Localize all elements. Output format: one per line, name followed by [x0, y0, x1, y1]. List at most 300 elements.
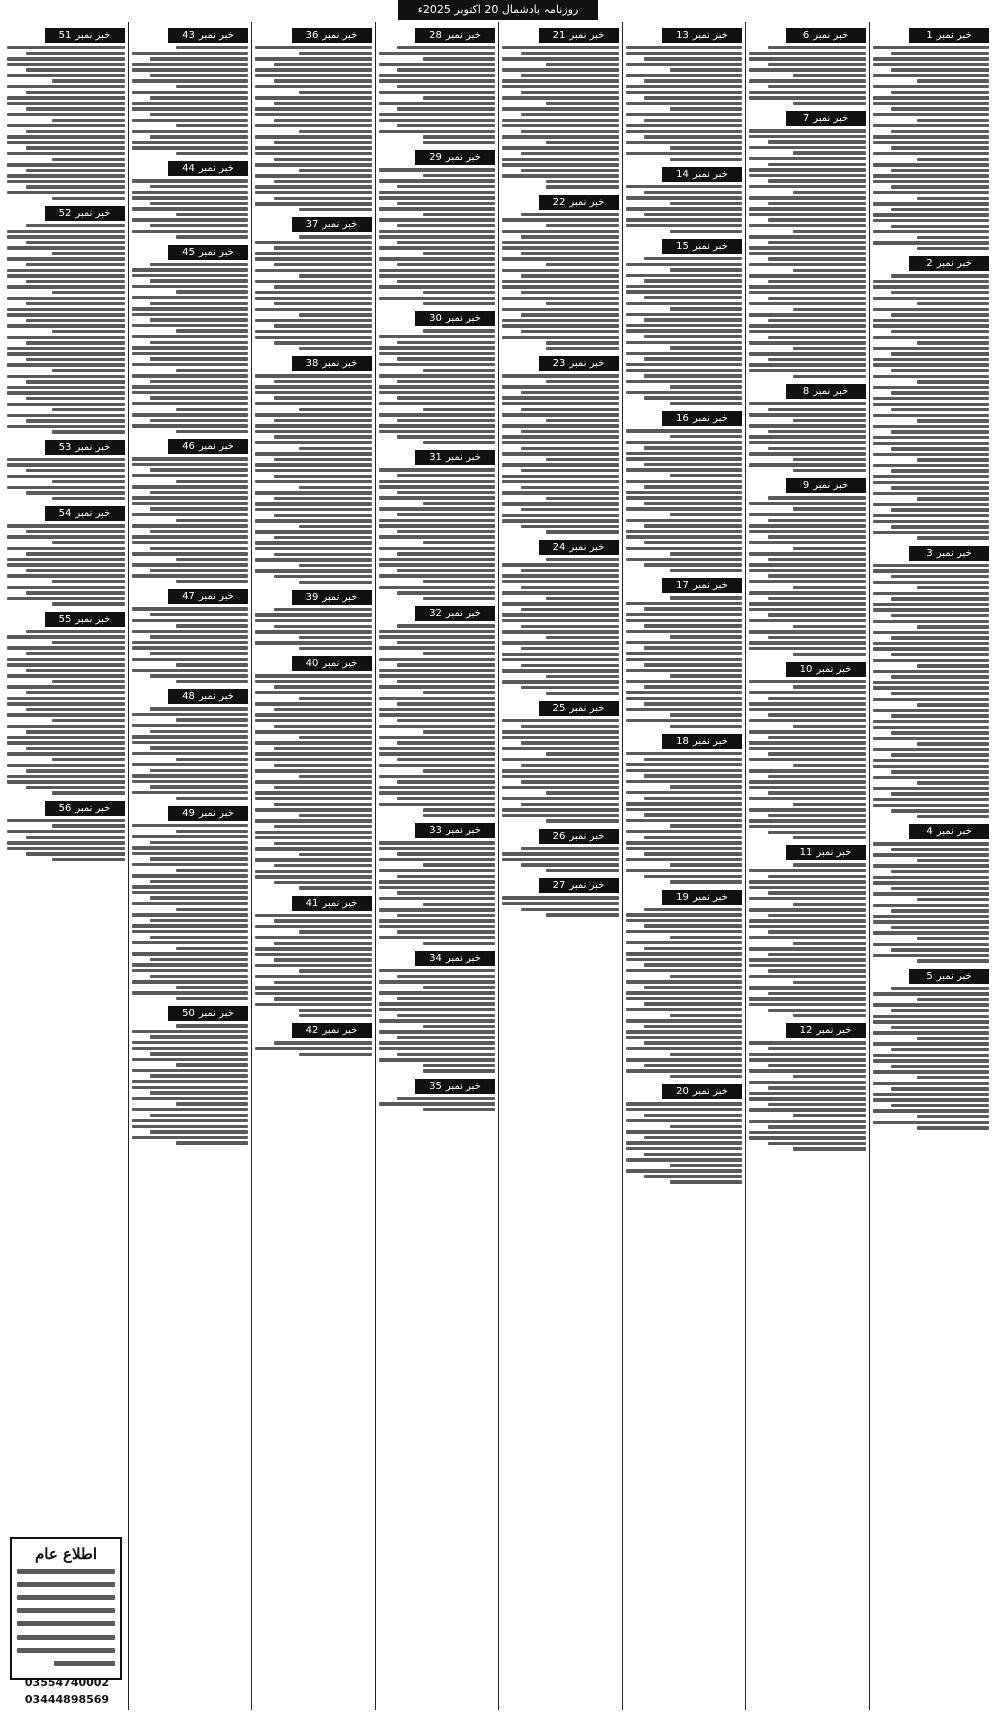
text-line — [521, 447, 619, 450]
text-line — [626, 858, 743, 861]
text-line — [626, 980, 743, 983]
text-line — [17, 1582, 115, 1587]
text-line — [255, 719, 372, 722]
text-line — [255, 185, 372, 188]
item-label-prefix: خبر نمبر — [569, 880, 605, 892]
text-line — [397, 491, 495, 494]
text-line — [132, 535, 249, 538]
classified-item — [502, 28, 619, 189]
item-label-prefix: خبر نمبر — [936, 970, 972, 982]
text-line — [891, 614, 989, 617]
text-line — [670, 552, 742, 555]
text-line — [626, 429, 743, 432]
text-line — [132, 752, 249, 755]
text-line — [626, 602, 743, 605]
text-line — [502, 246, 619, 249]
text-line — [873, 920, 990, 923]
text-line — [7, 780, 125, 783]
text-line — [626, 558, 743, 561]
text-line — [7, 725, 125, 728]
text-line — [502, 413, 619, 416]
text-line — [873, 603, 990, 606]
classified-item — [132, 245, 249, 434]
text-line — [891, 770, 989, 773]
text-line — [26, 130, 125, 133]
text-line — [132, 852, 249, 855]
item-label-prefix: خبر نمبر — [692, 1086, 728, 1098]
text-line — [7, 841, 125, 844]
text-line — [546, 869, 618, 872]
item-number-label — [786, 384, 866, 399]
text-line — [502, 630, 619, 633]
text-line — [891, 508, 989, 511]
item-number-label — [292, 656, 372, 671]
text-line — [644, 986, 742, 989]
text-line — [255, 925, 372, 928]
text-line — [768, 1064, 866, 1067]
text-line — [52, 369, 125, 372]
text-line — [644, 119, 742, 122]
text-line — [255, 769, 372, 772]
text-line — [150, 1035, 248, 1038]
item-number-label — [45, 28, 125, 43]
text-line — [132, 658, 249, 661]
text-line — [626, 468, 743, 471]
text-line — [768, 736, 866, 739]
text-line — [521, 313, 619, 316]
item-number-label — [415, 28, 495, 43]
text-line — [502, 580, 619, 583]
text-line — [644, 607, 742, 610]
text-line — [397, 758, 495, 761]
text-line — [26, 786, 125, 789]
classified-item — [132, 1006, 249, 1145]
text-line — [255, 836, 372, 839]
text-line — [670, 146, 742, 149]
text-line — [255, 107, 372, 110]
text-line — [502, 514, 619, 517]
item-number: 38 — [305, 358, 319, 370]
text-line — [626, 941, 743, 944]
text-line — [397, 85, 495, 88]
text-line — [917, 859, 989, 862]
text-line — [397, 680, 495, 683]
text-line — [521, 569, 619, 572]
text-line — [521, 408, 619, 411]
text-line — [17, 1608, 115, 1613]
text-line — [132, 646, 249, 649]
text-line — [891, 525, 989, 528]
text-line — [379, 908, 496, 911]
item-body-text — [749, 402, 866, 472]
text-line — [397, 1036, 495, 1039]
text-line — [132, 207, 249, 210]
text-line — [768, 574, 866, 577]
item-body-text — [749, 46, 866, 105]
text-line — [379, 179, 496, 182]
text-line — [768, 775, 866, 778]
text-line — [150, 135, 248, 138]
classified-item — [873, 256, 990, 540]
text-line — [379, 1058, 496, 1061]
text-line — [7, 574, 125, 577]
text-line — [768, 202, 866, 205]
text-line — [7, 74, 125, 77]
text-line — [132, 1080, 249, 1083]
text-line — [670, 936, 742, 939]
text-line — [7, 297, 125, 300]
text-line — [299, 52, 371, 55]
item-body-text — [132, 824, 249, 1000]
text-line — [521, 586, 619, 589]
text-line — [397, 263, 495, 266]
text-line — [255, 57, 372, 60]
text-line — [891, 1009, 989, 1012]
text-line — [644, 836, 742, 839]
text-line — [397, 741, 495, 744]
text-line — [793, 419, 865, 422]
text-line — [379, 969, 496, 972]
text-line — [626, 52, 743, 55]
classified-item — [873, 969, 990, 1130]
item-body-text — [255, 46, 372, 211]
text-line — [626, 919, 743, 922]
text-line — [546, 419, 618, 422]
text-line — [873, 681, 990, 684]
text-line — [176, 580, 248, 583]
column-3 — [622, 22, 746, 1710]
text-line — [379, 1102, 496, 1105]
text-line — [132, 107, 249, 110]
text-line — [255, 241, 372, 244]
text-line — [768, 1125, 866, 1128]
text-line — [299, 1014, 371, 1017]
text-line — [793, 863, 865, 866]
text-line — [768, 558, 866, 561]
text-line — [873, 1042, 990, 1045]
text-line — [502, 174, 619, 177]
text-line — [768, 636, 866, 639]
text-line — [626, 535, 743, 538]
text-line — [176, 908, 248, 911]
text-line — [873, 397, 990, 400]
text-line — [644, 563, 742, 566]
text-line — [502, 158, 619, 161]
text-line — [768, 1103, 866, 1106]
text-line — [644, 485, 742, 488]
text-line — [26, 224, 125, 227]
text-line — [768, 496, 866, 499]
classified-item — [7, 612, 125, 795]
text-line — [7, 685, 125, 688]
text-line — [644, 463, 742, 466]
text-line — [255, 85, 372, 88]
text-line — [873, 608, 990, 611]
text-line — [176, 986, 248, 989]
text-line — [7, 558, 125, 561]
text-line — [891, 653, 989, 656]
item-number-label — [292, 356, 372, 371]
text-line — [150, 202, 248, 205]
text-line — [644, 1175, 742, 1178]
text-line — [626, 1141, 743, 1144]
text-line — [299, 447, 371, 450]
newspaper-masthead: روزنامہ بادشمال 20 اکتوبر 2025ء — [398, 0, 598, 20]
text-line — [150, 263, 248, 266]
text-line — [132, 63, 249, 66]
item-number-label — [539, 540, 619, 555]
text-line — [255, 702, 372, 705]
text-line — [626, 130, 743, 133]
text-line — [132, 374, 249, 377]
text-line — [274, 958, 372, 961]
text-line — [891, 330, 989, 333]
text-line — [176, 152, 248, 155]
text-line — [423, 96, 495, 99]
text-line — [873, 647, 990, 650]
text-line — [132, 713, 249, 716]
text-line — [626, 196, 743, 199]
text-line — [626, 969, 743, 972]
text-line — [891, 208, 989, 211]
classified-item — [749, 478, 866, 656]
text-line — [502, 730, 619, 733]
text-line — [52, 430, 125, 433]
item-label-prefix: خبر نمبر — [445, 825, 481, 837]
text-line — [644, 1136, 742, 1139]
text-line — [749, 424, 866, 427]
item-number: 30 — [429, 313, 442, 325]
text-line — [379, 335, 496, 338]
text-line — [873, 915, 990, 918]
text-line — [626, 869, 743, 872]
classified-item — [379, 150, 496, 305]
text-line — [7, 752, 125, 755]
text-line — [26, 652, 125, 655]
item-number: 13 — [676, 30, 689, 41]
text-line — [502, 786, 619, 789]
classified-item — [502, 878, 619, 916]
text-line — [379, 246, 496, 249]
text-line — [274, 575, 372, 578]
text-line — [255, 691, 372, 694]
text-line — [176, 830, 248, 833]
text-line — [397, 1014, 495, 1017]
text-line — [793, 653, 865, 656]
item-label-prefix: خبر نمبر — [692, 735, 728, 747]
item-number: 43 — [182, 30, 195, 41]
text-line — [644, 524, 742, 527]
text-line — [397, 202, 495, 205]
text-line — [749, 313, 866, 316]
text-line — [891, 169, 989, 172]
text-line — [749, 263, 866, 266]
text-line — [521, 508, 619, 511]
text-line — [793, 981, 865, 984]
text-line — [26, 280, 125, 283]
text-line — [26, 169, 125, 172]
item-number-label — [45, 440, 125, 455]
item-label-prefix: خبر نمبر — [75, 508, 111, 520]
text-line — [274, 708, 372, 711]
text-line — [7, 463, 125, 466]
item-number: 36 — [305, 30, 319, 41]
item-body-text — [7, 524, 125, 605]
text-line — [423, 769, 495, 772]
text-line — [521, 725, 619, 728]
text-line — [132, 735, 249, 738]
text-line — [502, 46, 619, 49]
text-line — [749, 741, 866, 744]
text-line — [255, 808, 372, 811]
text-line — [626, 152, 743, 155]
text-line — [749, 530, 866, 533]
classified-item — [626, 734, 743, 884]
text-line — [749, 57, 866, 60]
text-line — [749, 958, 866, 961]
text-line — [521, 741, 619, 744]
text-line — [521, 74, 619, 77]
text-line — [793, 836, 865, 839]
text-line — [132, 641, 249, 644]
item-label-prefix: خبر نمبر — [75, 802, 111, 814]
text-line — [626, 547, 743, 550]
text-line — [255, 713, 372, 716]
text-line — [26, 185, 125, 188]
text-line — [502, 396, 619, 399]
text-line — [299, 169, 371, 172]
text-line — [891, 291, 989, 294]
text-line — [749, 591, 866, 594]
text-line — [644, 96, 742, 99]
text-line — [626, 1069, 743, 1072]
text-line — [626, 452, 743, 455]
text-line — [873, 904, 990, 907]
text-line — [626, 274, 743, 277]
text-line — [891, 753, 989, 756]
text-line — [150, 674, 248, 677]
item-label-prefix: خبر نمبر — [198, 691, 234, 703]
text-line — [891, 714, 989, 717]
text-line — [255, 124, 372, 127]
text-line — [255, 280, 372, 283]
text-line — [274, 764, 372, 767]
text-line — [873, 102, 990, 105]
text-line — [521, 780, 619, 783]
text-line — [626, 641, 743, 644]
text-line — [546, 692, 618, 695]
item-label-prefix: خبر نمبر — [569, 830, 605, 842]
text-line — [768, 358, 866, 361]
text-line — [670, 569, 742, 572]
text-line — [793, 191, 865, 194]
text-line — [255, 113, 372, 116]
item-label-prefix: خبر نمبر — [198, 30, 234, 41]
item-body-text — [379, 468, 496, 600]
text-line — [379, 886, 496, 889]
text-line — [749, 1120, 866, 1123]
item-number: 34 — [429, 952, 442, 964]
item-number: 14 — [676, 168, 689, 180]
text-line — [397, 419, 495, 422]
text-line — [891, 369, 989, 372]
text-line — [132, 930, 249, 933]
text-line — [423, 691, 495, 694]
text-line — [379, 897, 496, 900]
text-line — [274, 919, 372, 922]
text-line — [502, 680, 619, 683]
text-line — [379, 697, 496, 700]
text-line — [52, 252, 125, 255]
item-body-text — [7, 458, 125, 500]
text-line — [768, 930, 866, 933]
text-line — [26, 569, 125, 572]
text-line — [873, 1121, 990, 1124]
text-line — [626, 697, 743, 700]
text-line — [626, 185, 743, 188]
text-line — [793, 725, 865, 728]
text-line — [670, 402, 742, 405]
text-line — [26, 708, 125, 711]
text-line — [7, 524, 125, 527]
item-number-label — [662, 578, 742, 593]
text-line — [132, 307, 249, 310]
item-number-label — [909, 824, 989, 839]
text-line — [891, 107, 989, 110]
text-line — [132, 941, 249, 944]
text-line — [26, 491, 125, 494]
text-line — [644, 79, 742, 82]
text-line — [132, 119, 249, 122]
text-line — [299, 408, 371, 411]
text-line — [26, 263, 125, 266]
text-line — [768, 297, 866, 300]
text-line — [176, 1102, 248, 1105]
text-line — [7, 425, 125, 428]
item-number-label — [786, 478, 866, 493]
text-line — [255, 613, 372, 616]
text-line — [626, 263, 743, 266]
text-line — [917, 1126, 989, 1129]
item-body-text — [502, 46, 619, 189]
text-line — [150, 936, 248, 939]
text-line — [793, 1075, 865, 1078]
text-line — [176, 519, 248, 522]
text-line — [768, 257, 866, 260]
text-line — [132, 824, 249, 827]
item-number-label — [662, 890, 742, 905]
text-line — [274, 747, 372, 750]
text-line — [521, 235, 619, 238]
text-line — [7, 313, 125, 316]
text-line — [502, 641, 619, 644]
text-line — [891, 909, 989, 912]
text-line — [873, 442, 990, 445]
text-line — [626, 124, 743, 127]
text-line — [132, 630, 249, 633]
item-body-text — [7, 819, 125, 861]
text-line — [502, 385, 619, 388]
classifieds-page — [4, 22, 992, 1710]
text-line — [521, 764, 619, 767]
text-line — [52, 158, 125, 161]
text-line — [670, 824, 742, 827]
text-line — [768, 969, 866, 972]
text-line — [873, 191, 990, 194]
text-line — [749, 925, 866, 928]
text-line — [546, 63, 618, 66]
text-line — [749, 630, 866, 633]
